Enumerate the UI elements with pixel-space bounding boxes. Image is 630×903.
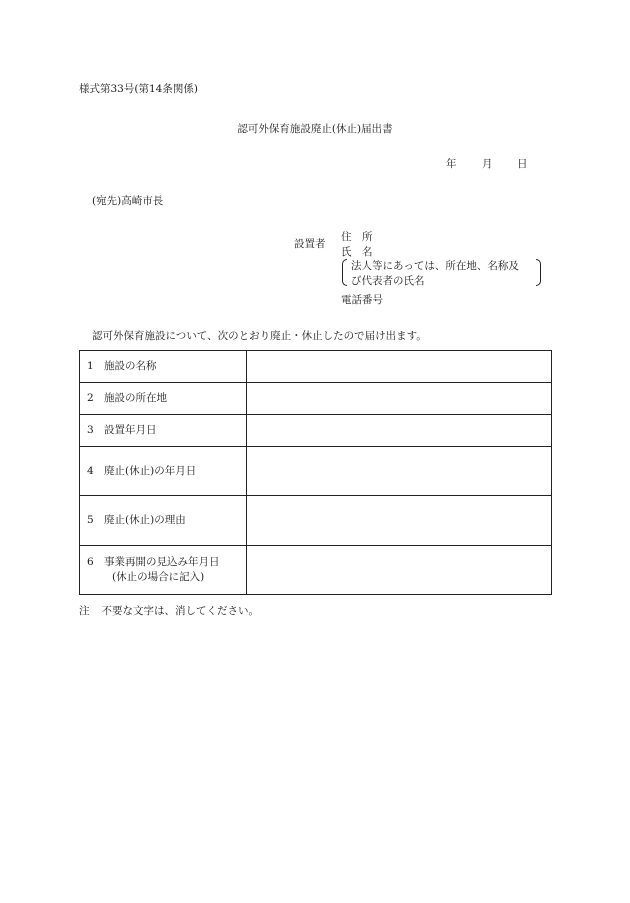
name-label: 氏 名 [341,246,373,258]
footnote-text: 不要な文字は、消してください。 [101,605,259,617]
row-number: 5 [87,514,94,526]
date-day-label: 日 [517,158,528,170]
row-label: 廃止(休止)の理由 [104,514,186,526]
row-label-cell [80,447,247,496]
row-label: 施設の名称 [104,360,157,372]
table-row [80,415,552,447]
row-sublabel: (休止の場合に記入) [112,571,205,583]
addressee: (宛先)高崎市長 [92,195,164,207]
row-number: 4 [87,464,94,477]
document-title: 認可外保育施設廃止(休止)届出書 [237,123,393,135]
table-row [80,351,552,383]
form-number: 様式第33号(第14条関係) [79,83,198,95]
row-label-cell [80,546,247,595]
corporate-note [342,258,541,287]
row-label-cell [80,351,247,383]
setter-label: 設置者 [294,238,326,250]
right-bracket [536,259,541,286]
footnote-mark: 注 [79,605,90,617]
row-value-cell[interactable] [247,351,552,383]
row-label: 施設の所在地 [104,392,167,404]
corporate-note-line-1: 法人等にあっては、所在地、名称及 [351,260,519,272]
footnote [79,603,259,618]
facility-info-table [79,350,552,595]
row-label-cell [80,496,247,546]
statement: 認可外保育施設について、次のとおり廃止・休止したので届け出ます。 [92,330,427,342]
phone-label: 電話番号 [341,294,383,306]
row-label-cell [80,415,247,447]
address-label: 住 所 [341,231,373,243]
row-number: 6 [87,556,94,568]
row-value-cell[interactable] [247,546,552,595]
row-number: 1 [87,360,94,372]
corporate-note-line-2: び代表者の氏名 [351,275,425,287]
date-month-label: 月 [482,158,493,170]
row-value-cell[interactable] [247,415,552,447]
row-label-cell [80,383,247,415]
table-row [80,546,552,595]
row-label: 設置年月日 [104,424,157,436]
table-row [80,383,552,415]
table-row [80,496,552,546]
row-value-cell[interactable] [247,496,552,546]
row-label: 廃止(休止)の年月日 [104,464,197,477]
row-number: 3 [87,424,94,436]
row-value-cell[interactable] [247,383,552,415]
table-row [80,447,552,496]
row-value-cell[interactable] [247,447,552,496]
left-bracket [342,259,347,286]
row-label: 事業再開の見込み年月日 [104,556,220,568]
date-year-label: 年 [446,158,457,170]
row-number: 2 [87,392,94,404]
